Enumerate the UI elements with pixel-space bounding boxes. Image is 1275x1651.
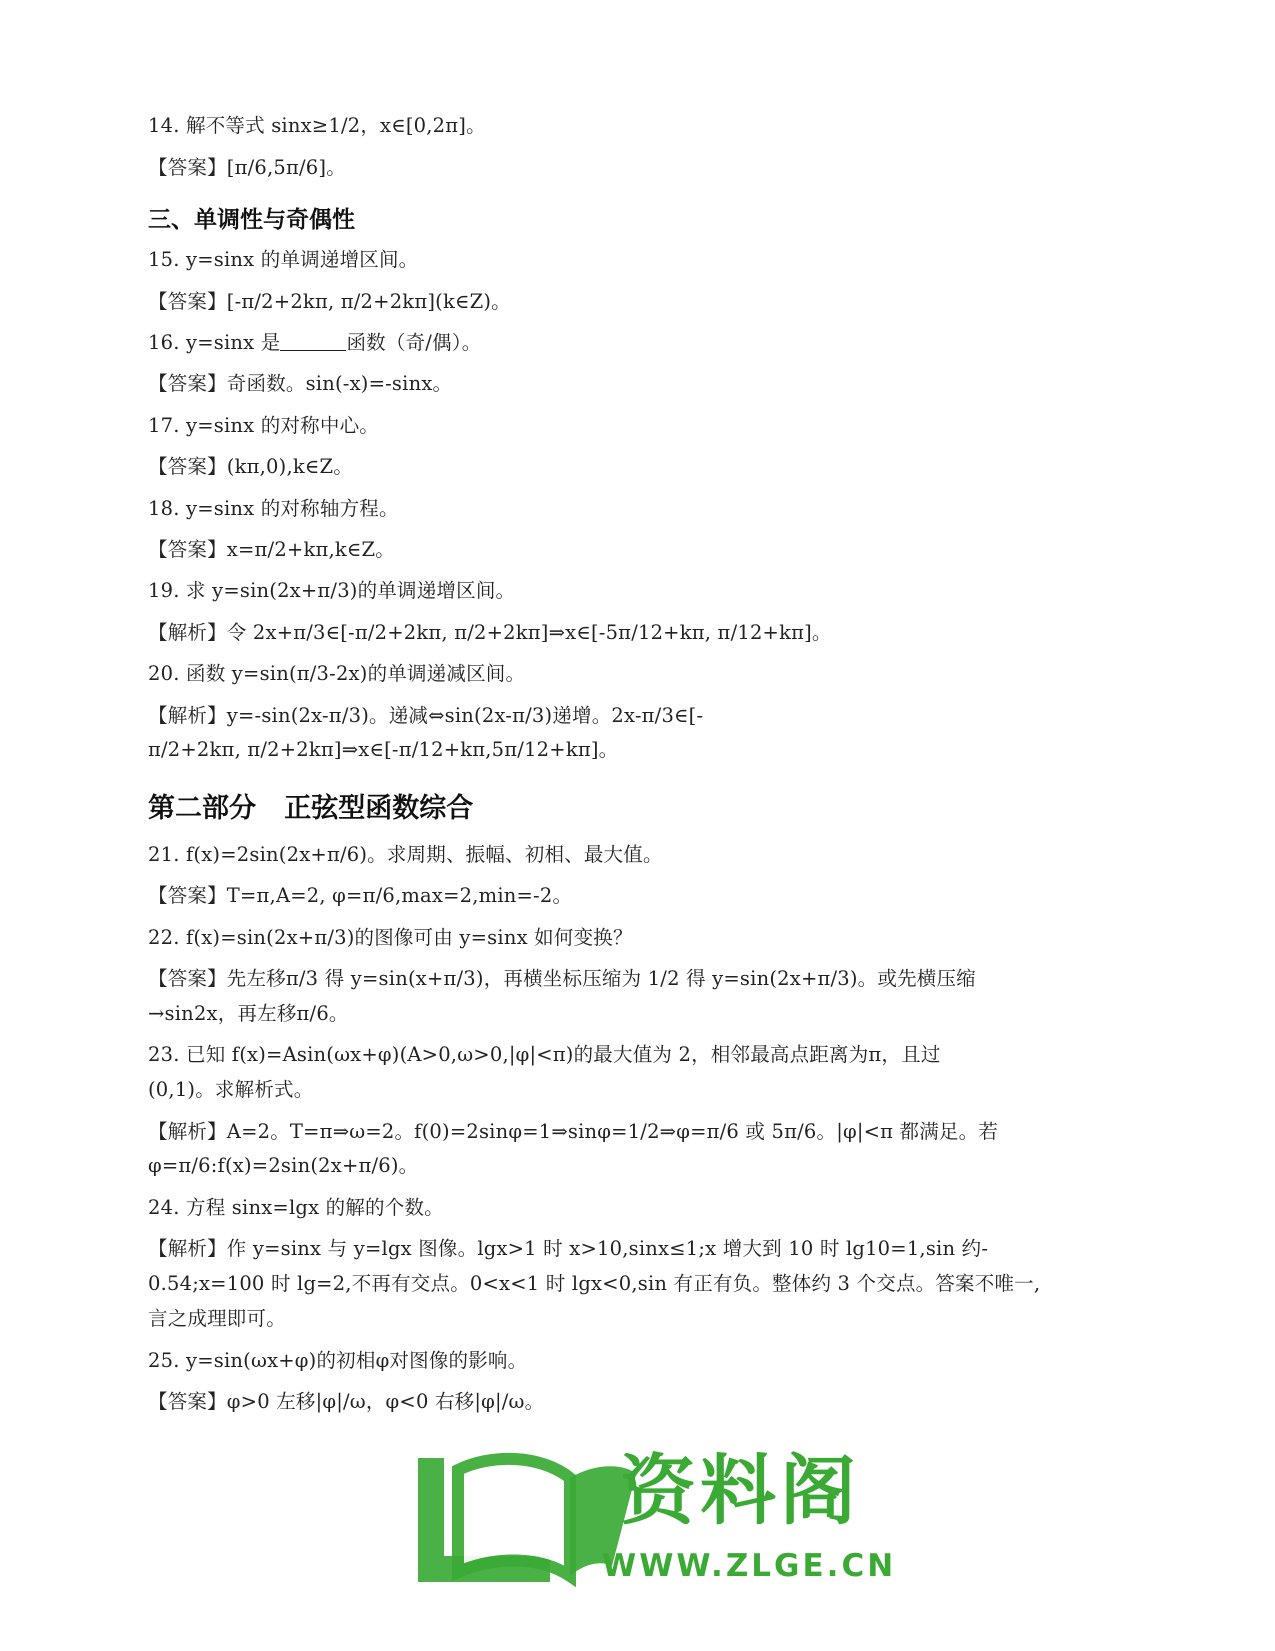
answer-23-line-1: 【解析】A=2。T=π⇒ω=2。f(0)=2sinφ=1⇒sinφ=1/2⇒φ=π/6 或 5π/6。|φ|<π 都满足。若 <box>148 1120 999 1143</box>
answer-24-line-2: 0.54;x=100 时 lg=2,不再有交点。0<x<1 时 lgx<0,sin 有正有负。整体约 3 个交点。答案不唯一, <box>148 1272 1041 1295</box>
part-heading-2: 第二部分 正弦型函数综合 <box>148 793 474 824</box>
answer-22-line-1: 【答案】先左移π/3 得 y=sin(x+π/3)，再横坐标压缩为 1/2 得 y=sin(2x+π/3)。或先横压缩 <box>148 967 976 990</box>
question-18: 18. y=sinx 的对称轴方程。 <box>148 497 399 520</box>
answer-16: 【答案】奇函数。sin(-x)=-sinx。 <box>148 372 453 395</box>
answer-21: 【答案】T=π,A=2, φ=π/6,max=2,min=-2。 <box>148 884 573 907</box>
answer-20-line-2: π/2+2kπ, π/2+2kπ]⇒x∈[-π/12+kπ,5π/12+kπ]。 <box>148 738 619 761</box>
answer-17: 【答案】(kπ,0),k∈Z。 <box>148 455 353 478</box>
question-22: 22. f(x)=sin(2x+π/3)的图像可由 y=sinx 如何变换？ <box>148 926 633 949</box>
answer-23-line-2: φ=π/6:f(x)=2sin(2x+π/6)。 <box>148 1154 419 1177</box>
question-23-line-1: 23. 已知 f(x)=Asin(ωx+φ)(A>0,ω>0,|φ|<π)的最大值为 2，相邻最高点距离为π，且过 <box>148 1043 941 1066</box>
answer-25: 【答案】φ>0 左移|φ|/ω，φ<0 右移|φ|/ω。 <box>148 1390 545 1413</box>
answer-24-line-1: 【解析】作 y=sinx 与 y=lgx 图像。lgx>1 时 x>10,sinx≤1;x 增大到 10 时 lg10=1,sin 约- <box>148 1237 989 1260</box>
question-19: 19. 求 y=sin(2x+π/3)的单调递增区间。 <box>148 579 516 602</box>
question-14: 14. 解不等式 sinx≥1/2，x∈[0,2π]。 <box>148 114 486 137</box>
section-heading-3: 三、单调性与奇偶性 <box>148 207 355 233</box>
fill-in-blank <box>280 330 346 351</box>
watermark-brand-name: 资料阁 <box>620 1446 860 1535</box>
question-23-line-2: (0,1)。求解析式。 <box>148 1078 314 1101</box>
answer-24-line-3: 言之成理即可。 <box>148 1307 286 1330</box>
question-15: 15. y=sinx 的单调递增区间。 <box>148 248 419 271</box>
watermark-url: WWW.ZLGE.CN <box>602 1548 897 1584</box>
answer-22-line-2: →sin2x，再左移π/6。 <box>148 1002 349 1025</box>
answer-19: 【解析】令 2x+π/3∈[-π/2+2kπ, π/2+2kπ]⇒x∈[-5π/12+kπ, π/12+kπ]。 <box>148 621 832 644</box>
question-17: 17. y=sinx 的对称中心。 <box>148 414 379 437</box>
question-20: 20. 函数 y=sin(π/3-2x)的单调递减区间。 <box>148 662 526 685</box>
question-16-text-a: 16. y=sinx 是 <box>148 331 281 354</box>
question-25: 25. y=sin(ωx+φ)的初相φ对图像的影响。 <box>148 1349 528 1372</box>
answer-18: 【答案】x=π/2+kπ,k∈Z。 <box>148 538 395 561</box>
question-24: 24. 方程 sinx=lgx 的解的个数。 <box>148 1196 444 1219</box>
answer-15: 【答案】[-π/2+2kπ, π/2+2kπ](k∈Z)。 <box>148 290 511 313</box>
question-21: 21. f(x)=2sin(2x+π/6)。求周期、振幅、初相、最大值。 <box>148 843 663 866</box>
question-16 <box>148 330 1138 356</box>
answer-20-line-1: 【解析】y=-sin(2x-π/3)。递减⇔sin(2x-π/3)递增。2x-π/3∈[- <box>148 704 704 727</box>
question-16-text-b: 函数（奇/偶）。 <box>346 331 482 354</box>
answer-14: 【答案】[π/6,5π/6]。 <box>148 156 346 179</box>
